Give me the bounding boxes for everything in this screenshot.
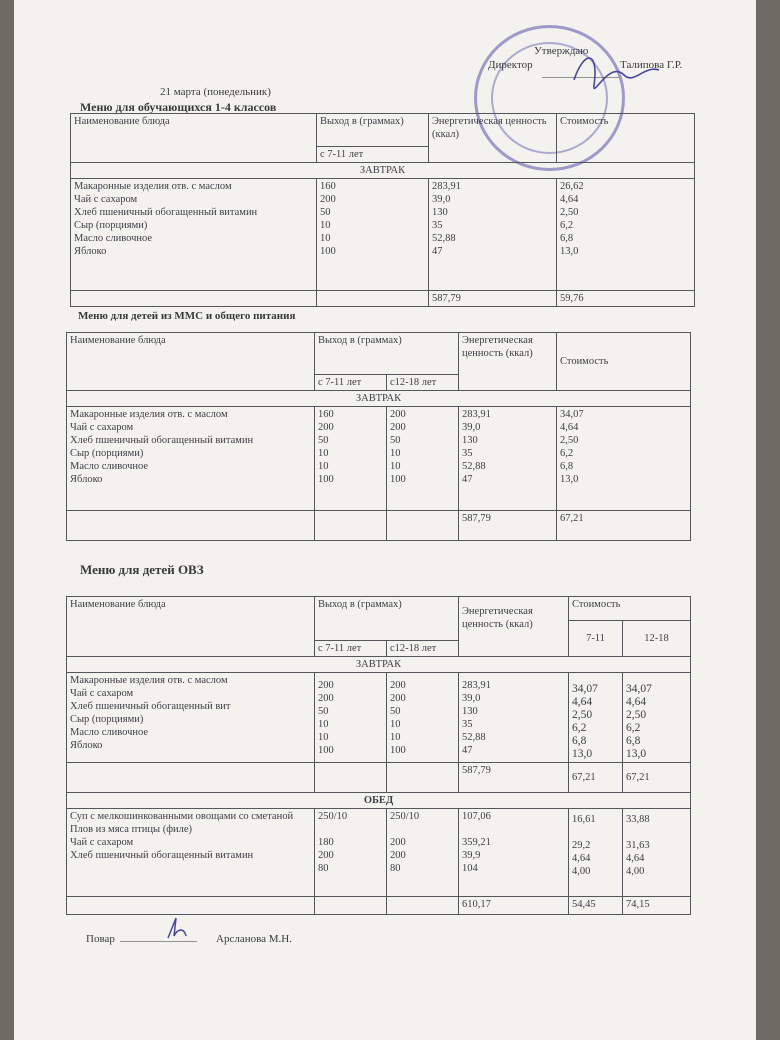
energy-value: 39,0 (462, 422, 481, 433)
energy-value: 39,9 (462, 850, 481, 861)
list-item: Яблоко (74, 246, 107, 257)
yield-value: 50 (318, 435, 329, 446)
menu3-lunch-yield2 (387, 809, 459, 897)
yield-value: 50 (320, 207, 331, 218)
list-item: Макаронные изделия отв. с маслом (70, 675, 228, 686)
menu1-header-name: Наименование блюда (71, 114, 317, 163)
menu3-breakfast-yield1 (315, 673, 387, 763)
list-item: Суп с мелкошинкованными овощами со сметаной (70, 811, 294, 822)
cost-value: 13,0 (560, 474, 579, 485)
menu3-breakfast-cost2 (623, 673, 691, 763)
yield-value: 100 (390, 474, 406, 485)
yield-value: 160 (318, 409, 334, 420)
menu3-section-lunch: ОБЕД (67, 793, 691, 809)
menu1-total-empty (317, 291, 429, 307)
list-item: Плов из мяса птицы (филе) (70, 824, 193, 835)
menu-document (14, 0, 756, 1040)
cost-value: 34,07 (626, 683, 652, 695)
cost-value: 4,64 (560, 194, 579, 205)
list-item: Макаронные изделия отв. с маслом (74, 181, 232, 192)
menu2-header-energy: Энергетическая ценность (ккал) (459, 333, 557, 391)
menu3-lunch-cost1 (569, 809, 623, 897)
energy-value: 52,88 (462, 732, 486, 743)
energy-value: 130 (462, 435, 478, 446)
cost-value: 6,2 (626, 722, 641, 734)
yield-value: 180 (318, 837, 334, 848)
menu3-lunch-total-cost2: 74,15 (623, 897, 691, 915)
menu2-total-empty (315, 511, 387, 541)
yield-value: 200 (390, 837, 406, 848)
menu2-items (67, 407, 315, 511)
menu3-breakfast-total-empty (67, 763, 315, 793)
menu3-lunch-total-empty (387, 897, 459, 915)
menu3-breakfast-energy (459, 673, 569, 763)
list-item: Хлеб пшеничный обогащенный витамин (70, 850, 254, 861)
menu3-breakfast-total-cost2: 67,21 (623, 763, 691, 793)
director-name: Талипова Г.Р. (620, 59, 683, 71)
cost-value: 6,8 (572, 735, 587, 747)
menu1-yield (317, 179, 429, 291)
menu2-total-empty (67, 511, 315, 541)
cost-value: 4,64 (626, 853, 645, 864)
menu1-total-energy: 587,79 (429, 291, 557, 307)
yield-value: 200 (318, 680, 334, 691)
menu3-lunch-total-energy: 610,17 (459, 897, 569, 915)
yield-value: 80 (390, 863, 401, 874)
menu3-table (66, 596, 691, 915)
menu1-header-energy: Энергетическая ценность (ккал) (429, 114, 557, 163)
menu3-lunch-yield1 (315, 809, 387, 897)
menu3-header-yield: Выход в (граммах) (315, 597, 459, 641)
yield-value: 250/10 (390, 811, 420, 822)
menu3-lunch-energy (459, 809, 569, 897)
cost-value: 4,64 (560, 422, 579, 433)
energy-value: 107,06 (462, 811, 491, 822)
energy-value: 39,0 (462, 693, 481, 704)
yield-value: 100 (390, 745, 406, 756)
menu3-breakfast-cost1 (569, 673, 623, 763)
list-item: Хлеб пшеничный обогащенный витамин (74, 207, 258, 218)
energy-value: 35 (462, 719, 473, 730)
cost-value: 4,64 (572, 696, 593, 708)
menu3-lunch-items (67, 809, 315, 897)
cost-value: 6,2 (560, 448, 574, 459)
cost-value: 6,8 (560, 461, 574, 472)
menu3-lunch-total-empty (67, 897, 315, 915)
list-item: Макаронные изделия отв. с маслом (70, 409, 228, 420)
cost-value: 16,61 (572, 814, 596, 825)
yield-value: 200 (318, 422, 334, 433)
menu2-header-yield: Выход в (граммах) (315, 333, 459, 375)
menu2-header-age2: с12-18 лет (387, 375, 459, 391)
cost-value: 4,64 (572, 853, 591, 864)
menu1-cost (557, 179, 695, 291)
list-item: Чай с сахаром (70, 688, 134, 699)
energy-value: 283,91 (462, 409, 491, 420)
menu1-header-age: с 7-11 лет (317, 147, 429, 163)
menu1-total-cost: 59,76 (557, 291, 695, 307)
menu3-breakfast-total-cost1: 67,21 (569, 763, 623, 793)
yield-value: 10 (390, 719, 401, 730)
yield-value: 10 (390, 448, 401, 459)
energy-value: 47 (432, 246, 443, 257)
energy-value: 130 (432, 207, 448, 218)
menu1-items (71, 179, 317, 291)
cook-signature (162, 914, 192, 944)
menu1-energy (429, 179, 557, 291)
cook-label: Повар (86, 933, 115, 945)
yield-value: 80 (318, 863, 329, 874)
cost-value: 2,50 (560, 435, 579, 446)
yield-value: 50 (390, 435, 401, 446)
yield-value: 200 (390, 409, 406, 420)
cost-value: 4,00 (572, 866, 591, 877)
yield-value: 160 (320, 181, 336, 192)
cost-value (626, 826, 687, 839)
yield-value: 200 (390, 693, 406, 704)
cost-value: 6,2 (560, 220, 574, 231)
energy-value: 283,91 (462, 680, 491, 691)
yield-value (390, 823, 455, 836)
cost-value: 34,07 (560, 409, 584, 420)
menu3-header-energy: Энергетическая ценность (ккал) (459, 597, 569, 657)
yield-value: 50 (318, 706, 329, 717)
menu1-total-empty (71, 291, 317, 307)
energy-value: 47 (462, 474, 473, 485)
yield-value: 200 (318, 693, 334, 704)
cost-value: 33,88 (626, 814, 650, 825)
yield-value: 200 (318, 850, 334, 861)
menu2-yield2 (387, 407, 459, 511)
menu2-header-cost: Стоимость (557, 333, 691, 391)
cost-value: 31,63 (626, 840, 650, 851)
energy-value: 35 (432, 220, 443, 231)
menu2-cost (557, 407, 691, 511)
list-item: Яблоко (70, 474, 103, 485)
list-item: Масло сливочное (74, 233, 153, 244)
cost-value: 6,8 (560, 233, 574, 244)
director-label: Директор (488, 59, 533, 71)
energy-value: 104 (462, 863, 478, 874)
list-item: Сыр (порциями) (70, 714, 144, 725)
list-item: Хлеб пшеничный обогащенный вит (70, 701, 231, 712)
cost-value: 6,8 (626, 735, 641, 747)
yield-value: 10 (318, 719, 329, 730)
yield-value: 100 (318, 474, 334, 485)
yield-value: 10 (390, 461, 401, 472)
cost-value (572, 826, 619, 839)
list-item: Чай с сахаром (74, 194, 138, 205)
cost-value: 13,0 (560, 246, 579, 257)
cost-value: 13,0 (572, 748, 593, 760)
cost-value: 4,00 (626, 866, 645, 877)
yield-value: 100 (320, 246, 336, 257)
menu2-title: Меню для детей из МMC и общего питания (78, 310, 296, 322)
menu3-header-name: Наименование блюда (67, 597, 315, 657)
yield-value: 10 (390, 732, 401, 743)
energy-value: 283,91 (432, 181, 461, 192)
menu2-total-energy: 587,79 (459, 511, 557, 541)
menu3-section-breakfast: ЗАВТРАК (67, 657, 691, 673)
menu1-title: Меню для обучающихся 1-4 классов (80, 100, 277, 114)
menu3-title: Меню для детей ОВЗ (80, 562, 204, 577)
director-line: ______________ (542, 67, 619, 79)
menu2-total-cost: 67,21 (557, 511, 691, 541)
menu3-header-age1: с 7-11 лет (315, 641, 387, 657)
yield-value: 50 (390, 706, 401, 717)
menu2-header-name: Наименование блюда (67, 333, 315, 391)
yield-value: 10 (318, 461, 329, 472)
energy-value: 47 (462, 745, 473, 756)
cost-value: 29,2 (572, 840, 591, 851)
yield-value: 250/10 (318, 811, 348, 822)
list-item: Сыр (порциями) (70, 448, 144, 459)
menu3-header-cost2: 12-18 (623, 621, 691, 657)
yield-value: 10 (320, 220, 331, 231)
yield-value: 10 (318, 448, 329, 459)
cost-value: 4,64 (626, 696, 647, 708)
menu3-header-cost: Стоимость (569, 597, 691, 621)
menu2-header-age1: с 7-11 лет (315, 375, 387, 391)
list-item: Чай с сахаром (70, 422, 134, 433)
list-item: Чай с сахаром (70, 837, 134, 848)
menu3-lunch-total-cost1: 54,45 (569, 897, 623, 915)
menu3-lunch-total-empty (315, 897, 387, 915)
yield-value: 200 (390, 422, 406, 433)
energy-value: 359,21 (462, 837, 491, 848)
cost-value: 13,0 (626, 748, 647, 760)
cost-value: 6,2 (572, 722, 587, 734)
yield-value: 200 (390, 680, 406, 691)
list-item: Масло сливочное (70, 727, 149, 738)
list-item: Сыр (порциями) (74, 220, 148, 231)
yield-value: 100 (318, 745, 334, 756)
energy-value (462, 823, 565, 836)
menu3-breakfast-total-energy: 587,79 (459, 763, 569, 793)
menu3-lunch-cost2 (623, 809, 691, 897)
menu2-energy (459, 407, 557, 511)
menu3-breakfast-total-empty (315, 763, 387, 793)
cost-value: 34,07 (572, 683, 598, 695)
energy-value: 35 (462, 448, 473, 459)
energy-value: 130 (462, 706, 478, 717)
cook-signature-line: ______________ (120, 931, 197, 943)
menu1-header-yield: Выход в (граммах) (317, 114, 429, 147)
cost-value: 26,62 (560, 181, 584, 192)
menu3-header-cost1: 7-11 (569, 621, 623, 657)
yield-value: 200 (390, 850, 406, 861)
list-item: Масло сливочное (70, 461, 149, 472)
list-item: Хлеб пшеничный обогащенный витамин (70, 435, 254, 446)
menu3-breakfast-items (67, 673, 315, 763)
cost-value: 2,50 (560, 207, 579, 218)
yield-value (318, 823, 383, 836)
energy-value: 39,0 (432, 194, 451, 205)
menu3-header-age2: с12-18 лет (387, 641, 459, 657)
menu2-section-breakfast: ЗАВТРАК (67, 391, 691, 407)
menu2-total-empty (387, 511, 459, 541)
yield-value: 10 (320, 233, 331, 244)
menu1-header-cost: Стоимость (557, 114, 695, 163)
menu3-breakfast-total-empty (387, 763, 459, 793)
cook-name: Арсланова М.Н. (216, 933, 292, 945)
energy-value: 52,88 (432, 233, 456, 244)
menu2-table (66, 332, 691, 541)
menu2-yield1 (315, 407, 387, 511)
cost-value: 2,50 (572, 709, 593, 721)
menu1-section-breakfast: ЗАВТРАК (71, 163, 695, 179)
menu3-breakfast-yield2 (387, 673, 459, 763)
approve-label: Утверждаю (534, 45, 589, 57)
date-line: 21 марта (понедельник) (160, 86, 271, 98)
yield-value: 200 (320, 194, 336, 205)
cost-value: 2,50 (626, 709, 647, 721)
energy-value: 52,88 (462, 461, 486, 472)
menu1-table (70, 113, 695, 307)
list-item: Яблоко (70, 740, 103, 751)
yield-value: 10 (318, 732, 329, 743)
